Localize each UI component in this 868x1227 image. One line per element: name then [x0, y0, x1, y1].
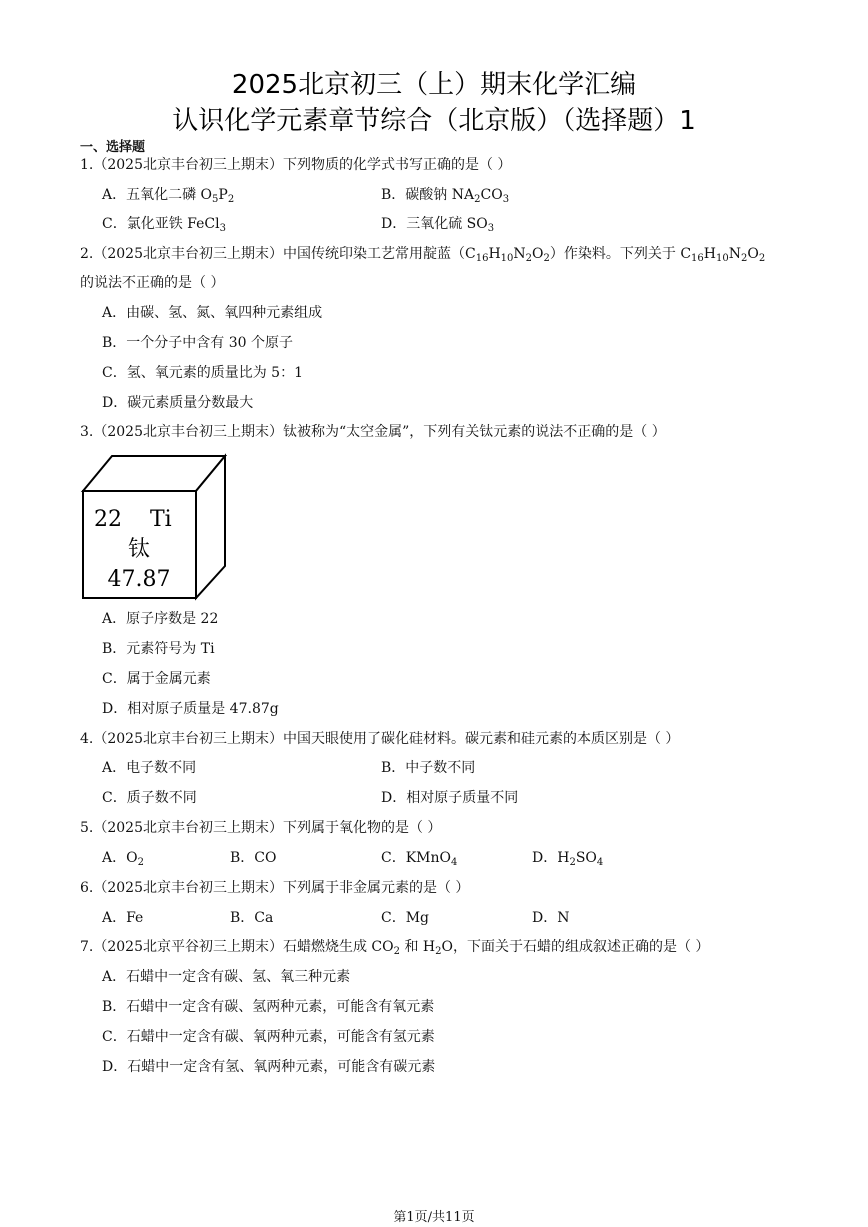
question-6-option-d: D．N [532, 910, 570, 926]
question-5-option-d: D．$H_2SO_4$ [532, 850, 604, 868]
tile-element-name: 钛 [127, 537, 151, 562]
question-5-option-c: C．KMnO$_4$ [381, 850, 458, 868]
question-2-option-a: A．由碳、氢、氮、氧四种元素组成 [102, 305, 323, 321]
question-2-option-c: C．氢、氧元素的质量比为 5：1 [102, 365, 303, 381]
question-3-option-c: C．属于金属元素 [102, 671, 211, 687]
question-5-option-b: B．CO [230, 850, 277, 866]
question-5-option-a: A．$O_2$ [102, 850, 144, 868]
question-3-option-b: B．元素符号为 Ti [102, 641, 215, 657]
document-title-line2: 认识化学元素章节综合（北京版）（选择题）1 [172, 106, 696, 136]
section-heading: 一、选择题 [80, 140, 146, 155]
question-6-option-a: A．Fe [102, 910, 144, 926]
question-3-stem: 3.（2025北京丰台初三上期末）钛被称为“太空金属”，下列有关钛元素的说法不正确的是（ ） [80, 424, 666, 440]
question-1-option-a: A．五氧化二磷 $O_5P_2$ [102, 187, 235, 205]
question-6-stem: 6.（2025北京丰台初三上期末）下列属于非金属元素的是（ ） [80, 880, 470, 896]
titanium-element-tile [80, 453, 240, 601]
document-title-line1: 2025北京初三（上）期末化学汇编 [231, 70, 637, 100]
question-7-option-b: B．石蜡中一定含有碳、氢两种元素，可能含有氧元素 [102, 999, 435, 1015]
question-1-option-d: D．三氧化硫 $SO_3$ [381, 216, 495, 234]
question-2-stem-line2: 的说法不正确的是（ ） [80, 275, 225, 291]
question-7-stem: 7.（2025北京平谷初三上期末）石蜡燃烧生成 $CO_2$ 和 $H_2O$，下面关于石蜡的组成叙述正确的是（ ） [80, 939, 710, 957]
question-2-option-b: B．一个分子中含有 30 个原子 [102, 335, 294, 351]
question-4-stem: 4.（2025北京丰台初三上期末）中国天眼使用了碳化硅材料。碳元素和硅元素的本质区别是（ ） [80, 731, 680, 747]
question-2-stem: 2.（2025北京丰台初三上期末）中国传统印染工艺常用靛蓝$(C_{16}H_{10}N_2O_2)$作染料。下列关于 $C_{16}H_{10}N_2O_2$ [80, 246, 766, 264]
question-4-option-d: D．相对原子质量不同 [381, 790, 519, 806]
question-4-option-b: B．中子数不同 [381, 760, 476, 776]
question-7-option-d: D．石蜡中一定含有氢、氧两种元素，可能含有碳元素 [102, 1059, 436, 1075]
question-7-option-c: C．石蜡中一定含有碳、氧两种元素，可能含有氢元素 [102, 1029, 435, 1045]
tile-atomic-number: 22 [94, 507, 122, 532]
question-2-option-d: D．碳元素质量分数最大 [102, 395, 254, 411]
question-7-option-a: A．石蜡中一定含有碳、氢、氧三种元素 [102, 969, 351, 985]
tile-atomic-mass: 47.87 [107, 567, 171, 592]
page-footer: 第1页/共11页 [393, 1210, 475, 1225]
tile-symbol: Ti [150, 507, 172, 532]
question-3-option-a: A．原子序数是 22 [102, 611, 219, 627]
question-6-option-c: C．Mg [381, 910, 430, 926]
question-4-option-a: A．电子数不同 [102, 760, 197, 776]
question-6-option-b: B．Ca [230, 910, 274, 926]
question-4-option-c: C．质子数不同 [102, 790, 197, 806]
question-5-stem: 5.（2025北京丰台初三上期末）下列属于氧化物的是（ ） [80, 820, 442, 836]
question-3-option-d: D．相对原子质量是 47.87g [102, 701, 279, 717]
question-1-option-c: C．氯化亚铁 FeCl$_3$ [102, 216, 226, 234]
question-1-stem: 1.（2025北京丰台初三上期末）下列物质的化学式书写正确的是（ ） [80, 157, 512, 173]
question-1-option-b: B．碳酸钠 $NA_2CO_3$ [381, 187, 510, 205]
